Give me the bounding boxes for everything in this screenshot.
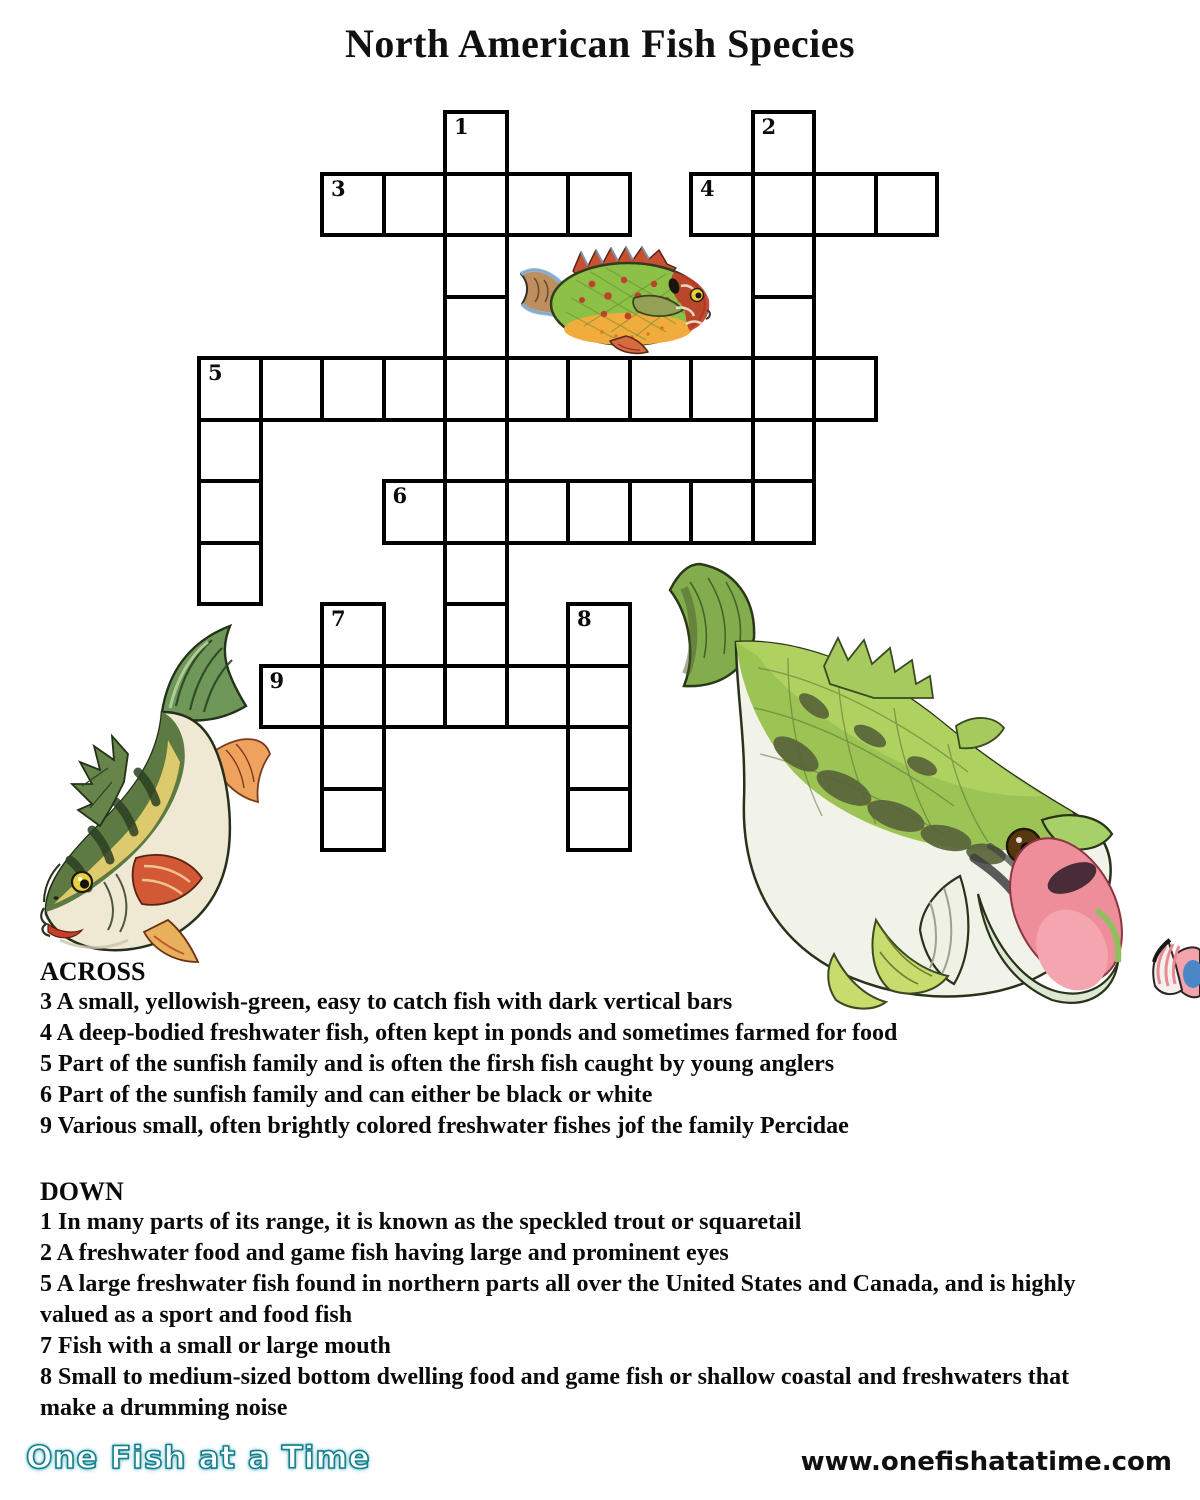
website-url[interactable]: www.onefishatatime.com <box>800 1447 1172 1477</box>
grid-cell[interactable] <box>443 418 509 484</box>
grid-cell[interactable] <box>197 541 263 607</box>
grid-cell[interactable] <box>320 602 386 668</box>
clue-number: 5 <box>208 360 223 385</box>
clue-5: 5 Part of the sunfish family and is often the firsh fish caught by young anglers <box>40 1051 835 1077</box>
site-logo: One Fish at a Time <box>26 1440 371 1476</box>
clue-5: 5 A large freshwater fish found in northern parts all over the United States and Canada, and is highly valued as a sport and food fish <box>40 1271 1076 1328</box>
grid-cell[interactable] <box>505 664 571 730</box>
grid-cell[interactable] <box>382 664 448 730</box>
clue-7: 7 Fish with a small or large mouth <box>40 1333 391 1359</box>
grid-cell[interactable] <box>382 356 448 422</box>
across-heading: ACROSS <box>40 957 146 986</box>
clue-9: 9 Various small, often brightly colored freshwater fishes jof the family Percidae <box>40 1113 849 1139</box>
grid-cell[interactable] <box>382 479 448 545</box>
bass-illustration <box>638 558 1130 1016</box>
grid-cell[interactable] <box>443 479 509 545</box>
grid-cell[interactable] <box>443 172 509 238</box>
clue-4: 4 A deep-bodied freshwater fish, often kept in ponds and sometimes farmed for food <box>40 1020 898 1046</box>
grid-cell[interactable] <box>689 172 755 238</box>
grid-cell[interactable] <box>443 110 509 176</box>
grid-cell[interactable] <box>505 172 571 238</box>
down-heading: DOWN <box>40 1177 124 1206</box>
grid-cell[interactable] <box>689 479 755 545</box>
grid-cell[interactable] <box>751 233 817 299</box>
page-title: North American Fish Species <box>344 21 856 66</box>
clue-number: 7 <box>331 606 346 631</box>
clue-2: 2 A freshwater food and game fish having large and prominent eyes <box>40 1240 729 1266</box>
grid-cell[interactable] <box>320 664 386 730</box>
grid-cell[interactable] <box>751 172 817 238</box>
grid-cell[interactable] <box>443 664 509 730</box>
grid-cell[interactable] <box>505 356 571 422</box>
down-clue-list <box>40 1207 1110 1424</box>
grid-cell[interactable] <box>320 356 386 422</box>
grid-cell[interactable] <box>197 418 263 484</box>
grid-cell[interactable] <box>566 725 632 791</box>
grid-cell[interactable] <box>566 787 632 853</box>
grid-cell[interactable] <box>751 295 817 361</box>
clue-number: 9 <box>269 667 285 693</box>
grid-cell[interactable] <box>505 479 571 545</box>
grid-cell[interactable] <box>812 172 878 238</box>
clue-number: 6 <box>392 483 408 508</box>
clue-number: 8 <box>577 606 592 631</box>
sunfish-illustration <box>516 240 716 356</box>
grid-cell[interactable] <box>751 110 817 176</box>
down-clues-section <box>40 1176 1110 1424</box>
grid-cell[interactable] <box>259 356 325 422</box>
grid-cell[interactable] <box>382 172 448 238</box>
clue-8: 8 Small to medium-sized bottom dwelling food and game fish or shallow coastal and freshwaters that make a drumming noise <box>40 1364 1070 1421</box>
clue-number: 2 <box>761 114 777 139</box>
grid-cell[interactable] <box>689 356 755 422</box>
clue-number: 3 <box>331 175 346 201</box>
grid-cell[interactable] <box>443 602 509 668</box>
grid-cell[interactable] <box>320 787 386 853</box>
clue-6: 6 Part of the sunfish family and can either be black or white <box>40 1082 653 1108</box>
grid-cell[interactable] <box>320 172 386 238</box>
grid-cell[interactable] <box>197 356 263 422</box>
clue-number: 1 <box>454 114 469 139</box>
grid-cell[interactable] <box>751 356 817 422</box>
grid-cell[interactable] <box>443 541 509 607</box>
grid-cell[interactable] <box>566 479 632 545</box>
grid-cell[interactable] <box>566 356 632 422</box>
grid-cell[interactable] <box>812 356 878 422</box>
grid-cell[interactable] <box>628 356 694 422</box>
grid-cell[interactable] <box>566 602 632 668</box>
grid-cell[interactable] <box>443 233 509 299</box>
grid-cell[interactable] <box>443 295 509 361</box>
small-fish-illustration <box>1146 934 1200 1000</box>
clue-3: 3 A small, yellowish-green, easy to catch fish with dark vertical bars <box>40 989 733 1015</box>
grid-cell[interactable] <box>751 418 817 484</box>
clue-number: 4 <box>700 175 715 201</box>
grid-cell[interactable] <box>874 172 940 238</box>
grid-cell[interactable] <box>751 479 817 545</box>
grid-cell[interactable] <box>443 356 509 422</box>
grid-cell[interactable] <box>320 725 386 791</box>
across-clue-list <box>40 987 1110 1142</box>
perch-illustration <box>20 622 272 964</box>
clue-1: 1 In many parts of its range, it is known as the speckled trout or squaretail <box>40 1209 802 1235</box>
across-clues-section <box>40 956 1110 1142</box>
grid-cell[interactable] <box>197 479 263 545</box>
grid-cell[interactable] <box>566 172 632 238</box>
grid-cell[interactable] <box>566 664 632 730</box>
grid-cell[interactable] <box>628 479 694 545</box>
